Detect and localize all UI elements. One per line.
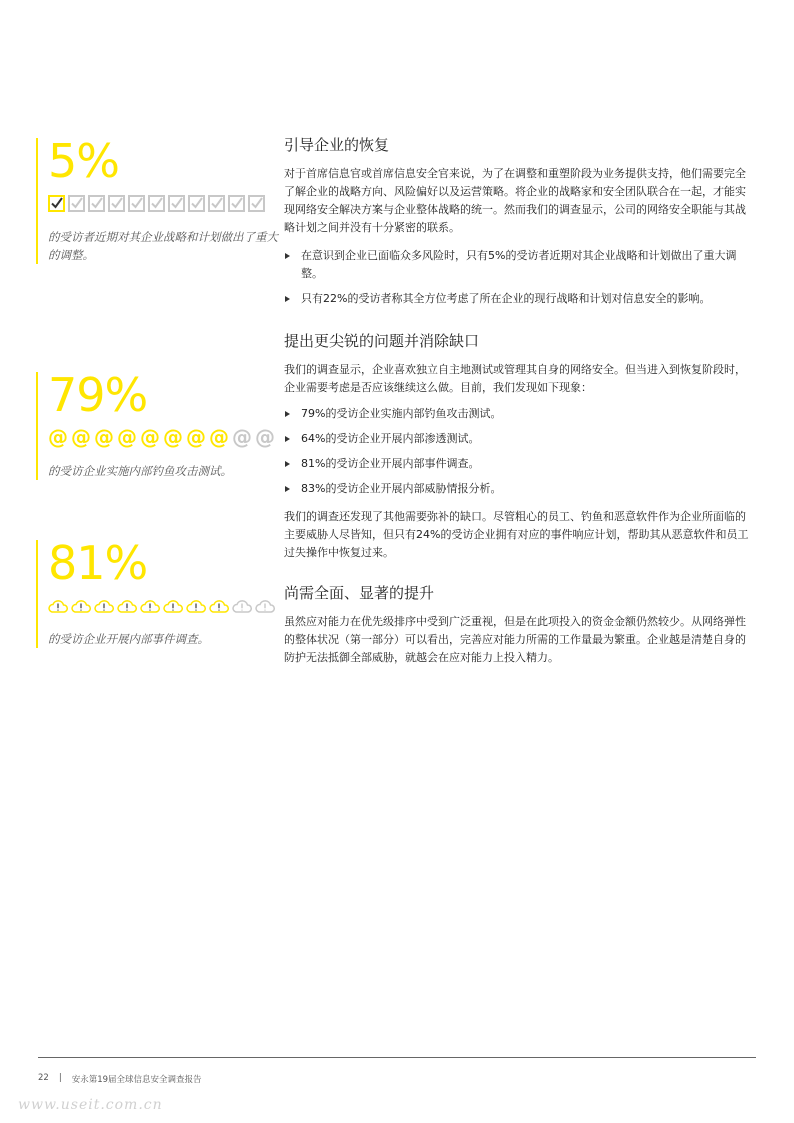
cloud-alert-icon	[209, 598, 229, 613]
cloud-alert-icon	[140, 598, 160, 613]
list-item: 81%的受访企业开展内部事件调查。	[284, 455, 754, 473]
cloud-alert-icon	[255, 598, 275, 613]
checkbox-icon-row	[48, 192, 278, 214]
paragraph: 我们的调查显示，企业喜欢独立自主地测试或管理其自身的网络安全。但当进入到恢复阶段时，企业需要考虑是否应该继续这么做。目前，我们发现如下现象：	[284, 363, 746, 394]
section-close-gaps	[284, 330, 754, 562]
report-title: 安永第19届全球信息安全调查报告	[71, 1075, 202, 1085]
list-item: 83%的受访企业开展内部威胁情报分析。	[284, 480, 754, 498]
at-sign-icon: @	[186, 425, 206, 449]
cloud-alert-icon-row	[48, 594, 278, 616]
at-sign-icon: @	[209, 425, 229, 449]
at-sign-icon: @	[232, 425, 252, 449]
at-sign-icon: @	[117, 425, 137, 449]
checkbox-icon	[188, 195, 205, 212]
cloud-alert-icon	[232, 598, 252, 613]
stat-number: 81%	[48, 536, 148, 590]
footer-divider	[38, 1057, 756, 1058]
at-sign-icon: @	[94, 425, 114, 449]
checkbox-icon	[248, 195, 265, 212]
page-number: 22	[38, 1073, 49, 1083]
checkbox-icon	[148, 195, 165, 212]
section-heading: 提出更尖锐的问题并消除缺口	[284, 332, 480, 350]
cloud-alert-icon	[117, 598, 137, 613]
stat-caption: 的受访企业开展内部事件调查。	[48, 632, 209, 646]
checkbox-icon	[48, 195, 65, 212]
at-sign-icon: @	[140, 425, 160, 449]
stat-number: 79%	[48, 368, 148, 422]
at-sign-icon-row	[48, 426, 278, 448]
cloud-alert-icon	[71, 598, 91, 613]
stat-block-81pct	[36, 536, 278, 648]
checkbox-icon	[88, 195, 105, 212]
section-heading: 尚需全面、显著的提升	[284, 584, 435, 602]
stat-number: 5%	[48, 134, 119, 188]
stat-block-79pct	[36, 368, 278, 480]
at-sign-icon: @	[48, 425, 68, 449]
at-sign-icon: @	[71, 425, 91, 449]
stat-block-5pct	[36, 134, 278, 264]
checkbox-icon	[68, 195, 85, 212]
stat-caption: 的受访者近期对其企业战略和计划做出了重大的调整。	[48, 230, 278, 262]
cloud-alert-icon	[94, 598, 114, 613]
stat-caption: 的受访企业实施内部钓鱼攻击测试。	[48, 464, 232, 478]
checkbox-icon	[208, 195, 225, 212]
list-item: 64%的受访企业开展内部渗透测试。	[284, 430, 754, 448]
list-item: 79%的受访企业实施内部钓鱼攻击测试。	[284, 405, 754, 423]
watermark: www.useit.com.cn	[18, 1097, 163, 1113]
list-item: 在意识到企业已面临众多风险时，只有5%的受访者近期对其企业战略和计划做出了重大调整。	[284, 247, 754, 283]
checkbox-icon	[228, 195, 245, 212]
cloud-alert-icon	[186, 598, 206, 613]
bullet-list	[284, 405, 754, 498]
checkbox-icon	[168, 195, 185, 212]
list-item: 只有22%的受访者称其全方位考虑了所在企业的现行战略和计划对信息安全的影响。	[284, 290, 754, 308]
at-sign-icon: @	[163, 425, 183, 449]
cloud-alert-icon	[163, 598, 183, 613]
cloud-alert-icon	[48, 598, 68, 613]
section-recovery	[284, 134, 754, 308]
bullet-list	[284, 247, 754, 308]
checkbox-icon	[128, 195, 145, 212]
footer-separator: |	[58, 1073, 62, 1083]
checkbox-icon	[108, 195, 125, 212]
at-sign-icon: @	[255, 425, 275, 449]
section-heading: 引导企业的恢复	[284, 136, 390, 154]
section-improvement	[284, 582, 754, 667]
paragraph: 虽然应对能力在优先级排序中受到广泛重视，但是在此项投入的资金金额仍然较少。从网络弹性的整体状况（第一部分）可以看出，完善应对能力所需的工作量最为繁重。企业越是清楚自身的防护无法抵御全部威胁，就越会在应对能力上投入精力。	[284, 615, 746, 664]
page-footer	[38, 1073, 202, 1085]
paragraph: 对于首席信息官或首席信息安全官来说，为了在调整和重塑阶段为业务提供支持，他们需要完全了解企业的战略方向、风险偏好以及运营策略。将企业的战略家和安全团队联合在一起，才能实现网络安全解决方案与企业整体战略的统一。然而我们的调查显示，公司的网络安全职能与其战略计划之间并没有十分紧密的联系。	[284, 167, 746, 234]
main-content	[284, 134, 754, 677]
paragraph: 我们的调查还发现了其他需要弥补的缺口。尽管粗心的员工、钓鱼和恶意软件作为企业所面临的主要威胁人尽皆知，但只有24%的受访企业拥有对应的事件响应计划，帮助其从恶意软件和员工过失操作中恢复过来。	[284, 510, 749, 559]
